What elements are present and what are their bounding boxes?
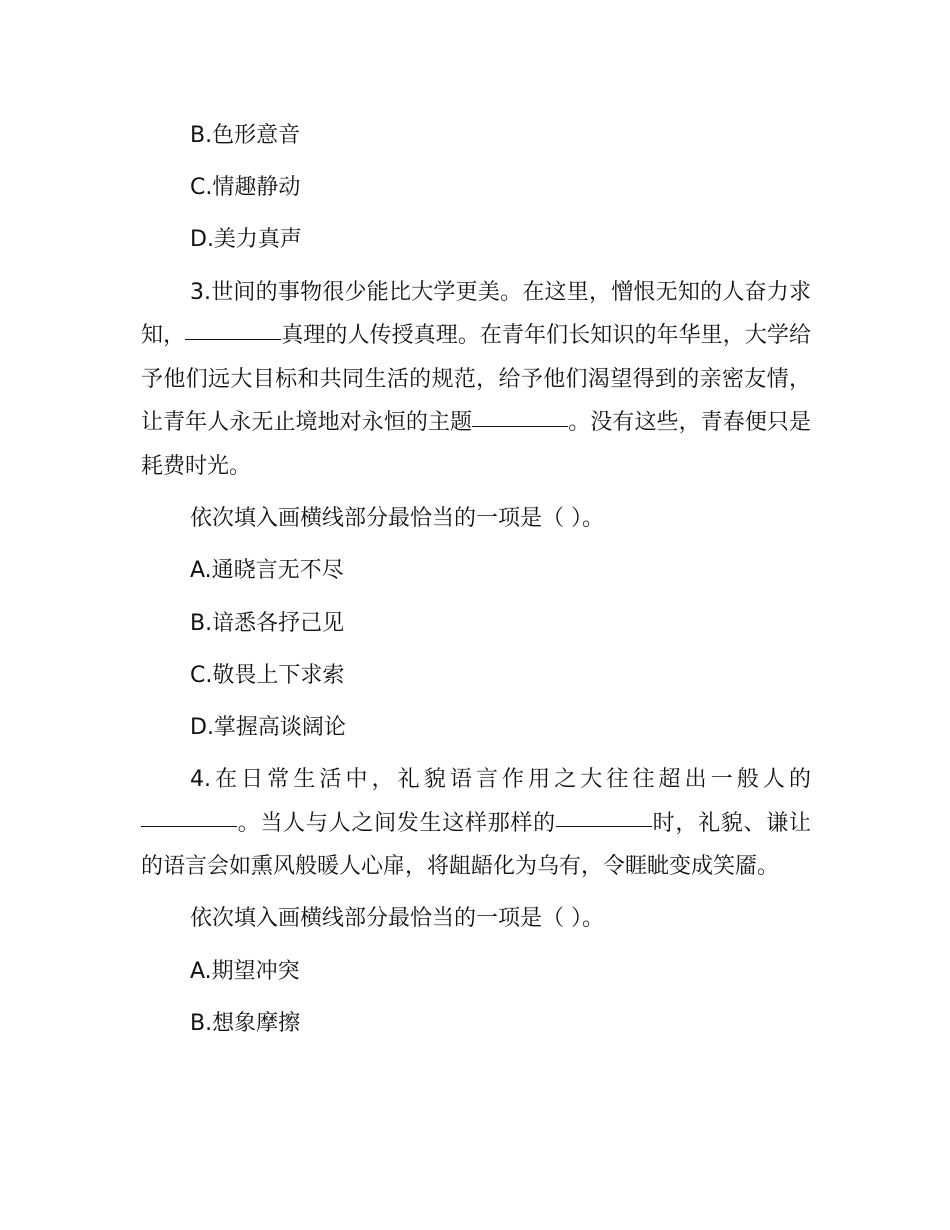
q4-passage: [141, 758, 811, 889]
q4-text-3: 时，礼貌、谦让的语言会如熏风般暖人心扉，将龃龉化为乌有，令睚眦变成笑靥。: [141, 810, 811, 880]
q4-option-b: B.想象摩擦: [190, 1010, 301, 1036]
q4-option-a: A.期望冲突: [190, 958, 300, 984]
q3-passage: [141, 271, 811, 489]
q3-text-3: 。没有这些，青春便只是耗费时光。: [141, 410, 811, 479]
q2-option-c: C.情趣静动: [190, 175, 301, 201]
q2-option-d: D.美力真声: [190, 227, 302, 253]
q4-blank-2: [556, 825, 652, 827]
q3-prompt: 依次填入画横线部分最恰当的一项是（ ）。: [190, 506, 604, 532]
q3-text-2: 真理的人传授真理。在青年们长知识的年华里，大学给予他们远大目标和共同生活的规范，给予他们渴望得到的亲密友情，让青年人永无止境地对永恒的主题: [141, 323, 811, 436]
q3-text-1: 3.世间的事物很少能比大学更美。在这里，憎恨无知的人奋力求知，: [141, 279, 811, 349]
q3-option-b: B.谙悉各抒己见: [190, 610, 345, 636]
q4-blank-1: [141, 825, 237, 827]
q3-option-d: D.掌握高谈阔论: [190, 714, 346, 740]
q3-option-a: A.通晓言无不尽: [190, 558, 344, 584]
q3-option-c: C.敬畏上下求索: [190, 662, 345, 688]
q2-option-b: B.色形意音: [190, 123, 301, 148]
q3-blank-1: [185, 338, 281, 340]
q4-prompt: 依次填入画横线部分最恰当的一项是（ ）。: [190, 906, 604, 932]
q4-text-1: 4.在日常生活中，礼貌语言作用之大往往超出一般人的: [190, 767, 811, 793]
q3-blank-2: [472, 425, 568, 427]
q4-text-2: 。当人与人之间发生这样那样的: [237, 810, 556, 836]
document-body: [141, 114, 811, 1054]
